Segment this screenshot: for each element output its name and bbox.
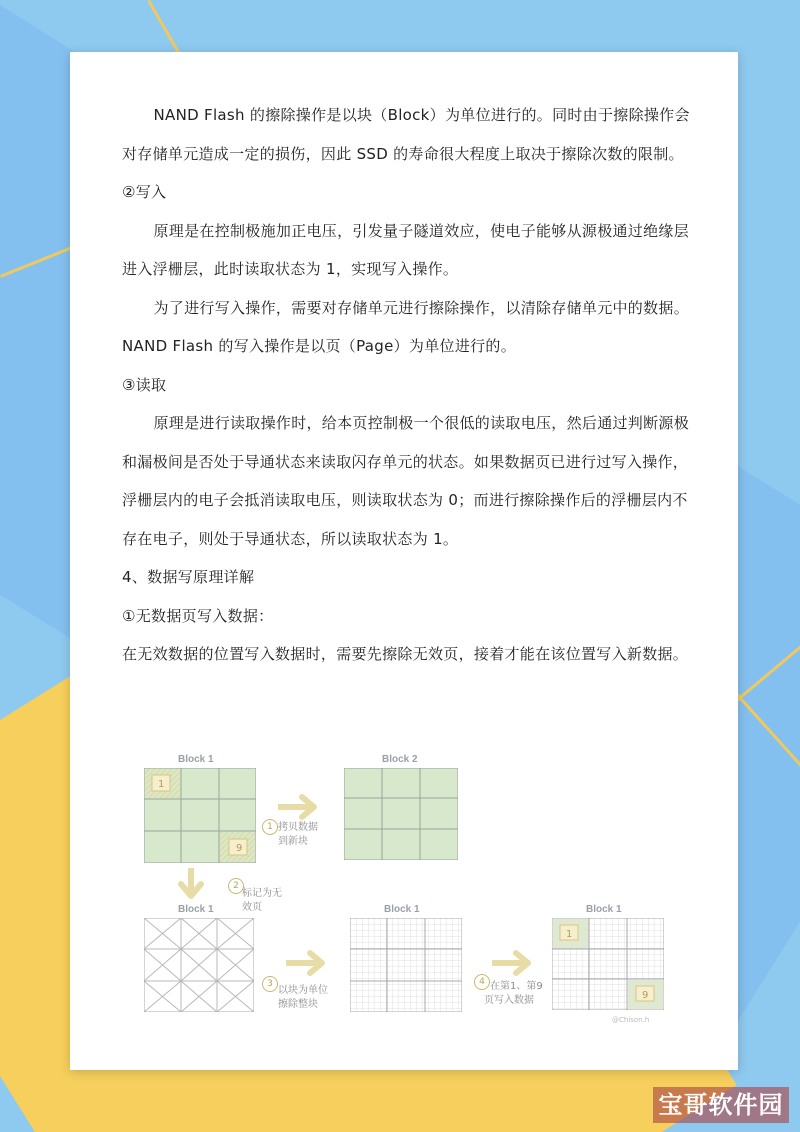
- step3-text-1: 以块为单位: [278, 985, 328, 996]
- block1-final-title: Block 1: [586, 904, 622, 915]
- arrow-down-icon: [178, 868, 204, 904]
- heading-write: ②写入: [122, 183, 167, 201]
- paragraph-erase: NAND Flash 的擦除操作是以块（Block）为单位进行的。同时由于擦除操作会对存储单元造成一定的损伤，因此 SSD 的寿命很大程度上取决于擦除次数的限制。: [122, 106, 690, 163]
- body-text: [122, 96, 696, 674]
- block1-erased-grid: [350, 918, 462, 1012]
- step1-number: 1: [262, 819, 278, 835]
- step4-text-1: 在第1、第9: [490, 981, 543, 992]
- step4-number: 4: [474, 974, 490, 990]
- step1-text-1: 拷贝数据: [278, 822, 318, 833]
- diagram-credit: @Chison.h: [612, 1016, 650, 1024]
- step3-number: 3: [262, 976, 278, 992]
- step3-text-2: 擦除整块: [278, 999, 318, 1010]
- block1-erased-title: Block 1: [384, 904, 420, 915]
- step1-text-2: 到新块: [278, 836, 308, 847]
- page9-label: 9: [236, 843, 243, 854]
- paragraph-write-erase: 为了进行写入操作，需要对存储单元进行擦除操作，以清除存储单元中的数据。NAND Flash 的写入操作是以页（Page）为单位进行的。: [122, 298, 690, 355]
- nand-write-diagram: [132, 752, 692, 1032]
- step4-text-2: 页写入数据: [484, 995, 534, 1006]
- block2-title: Block 2: [382, 754, 418, 765]
- watermark-logo: 宝哥软件园: [653, 1087, 789, 1123]
- final-page9-label: 9: [642, 990, 649, 1001]
- document-page: [70, 52, 738, 1070]
- step2-text-2: 效页: [242, 902, 262, 913]
- paragraph-invalid-data: 在无效数据的位置写入数据时，需要先擦除无效页，接着才能在该位置写入新数据。: [122, 645, 689, 663]
- block1-title: Block 1: [178, 754, 214, 765]
- arrow-right-icon: [286, 950, 334, 976]
- step2-text-1: 标记为无: [242, 888, 282, 899]
- block1-invalid-title: Block 1: [178, 904, 214, 915]
- heading-no-data-page: ①无数据页写入数据：: [122, 606, 274, 625]
- arrow-right-icon: [492, 950, 540, 976]
- block2-grid: [344, 768, 458, 860]
- heading-read: ③读取: [122, 375, 167, 394]
- block1-invalid-grid: [144, 918, 254, 1012]
- final-page1-label: 1: [566, 929, 573, 940]
- arrow-right-icon: [278, 794, 326, 820]
- page1-label: 1: [158, 779, 165, 790]
- step2-number: 2: [228, 878, 244, 894]
- paragraph-read-principle: 原理是进行读取操作时，给本页控制极一个很低的读取电压，然后通过判断源极和漏极间是否处于导通状态来读取闪存单元的状态。如果数据页已进行过写入操作，浮栅层内的电子会抵消读取电压，则读取状态为 0；而进行擦除操作后的浮栅层内不存在电子，则处于导通状态，所以读取状态为 1。: [122, 414, 690, 548]
- paragraph-write-principle: 原理是在控制极施加正电压，引发量子隧道效应，使电子能够从源极通过绝缘层进入浮栅层，此时读取状态为 1，实现写入操作。: [122, 221, 690, 278]
- heading-data-write: 4、数据写原理详解: [122, 568, 255, 586]
